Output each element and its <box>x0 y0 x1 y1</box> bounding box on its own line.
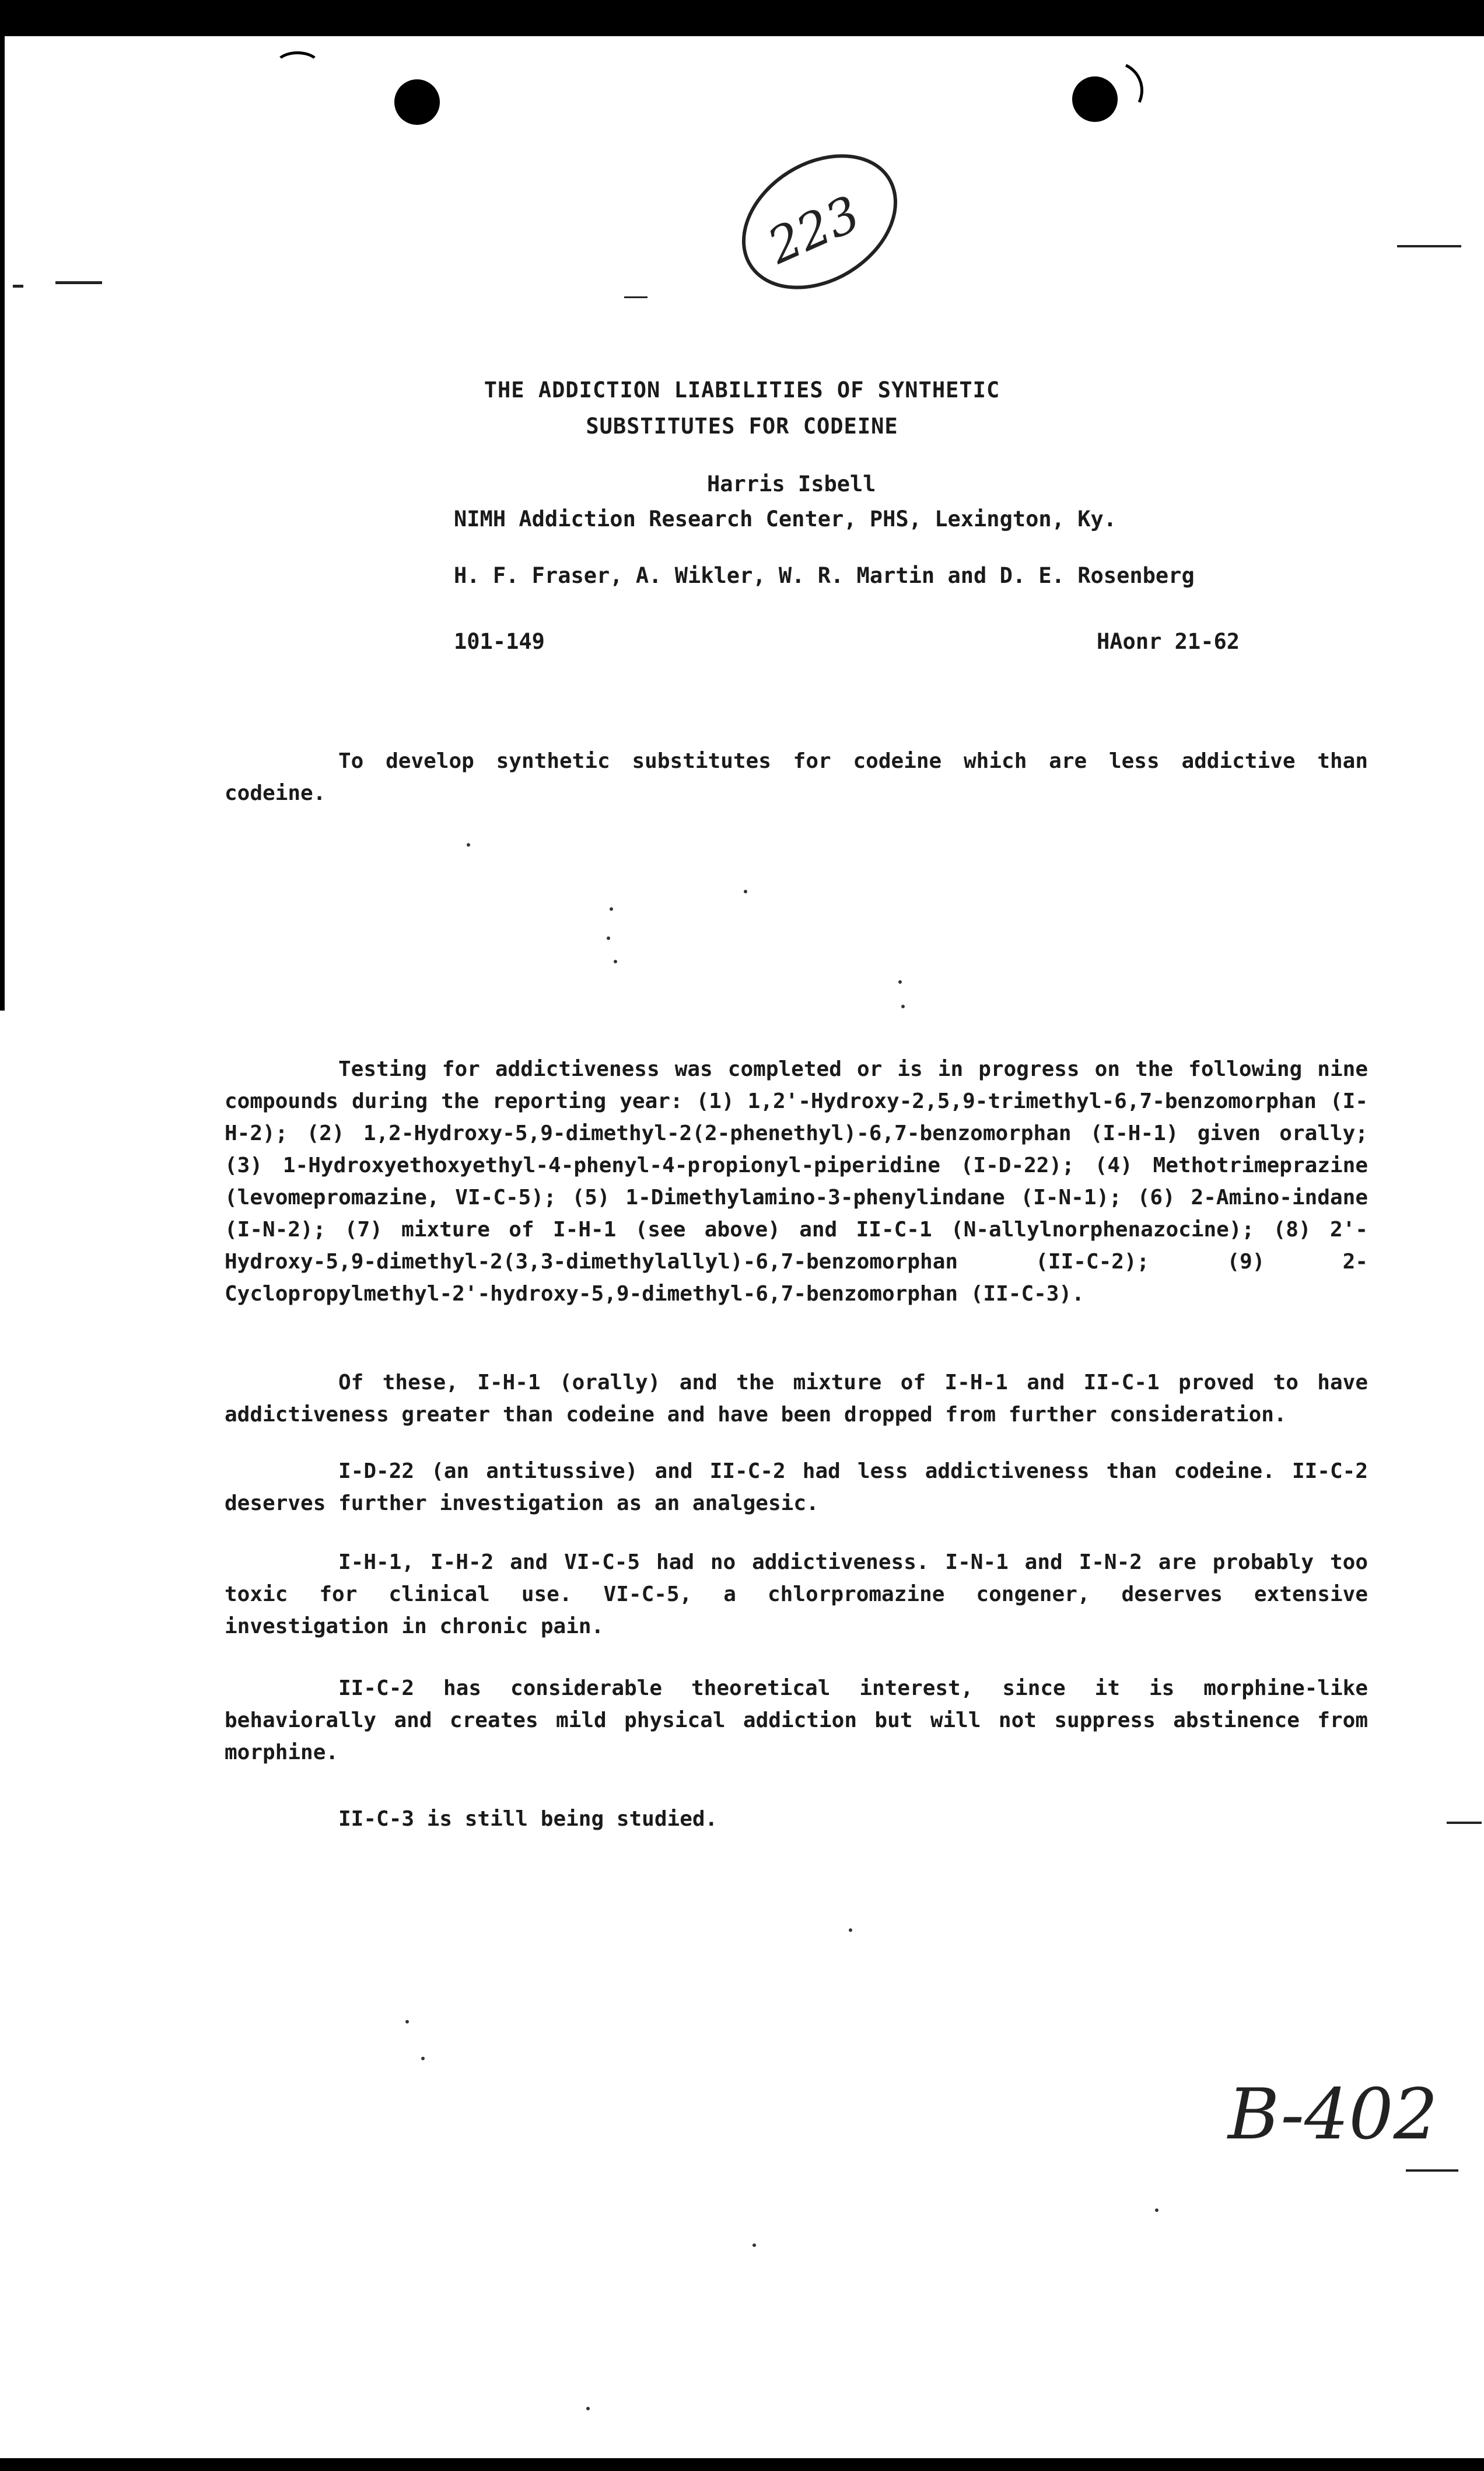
body-paragraph-compounds: Testing for addictiveness was completed or is in progress on the following nine compounds during the reporting year: (1) 1,2'-Hydroxy-2,5,9-trimethyl-6,7-benzomorphan (I-H-2); (2) 1,2-Hydroxy-5,9-dimethyl-2(2-phenethyl)-6,7-benzomorphan (I-H-1) given orally; (3) 1-Hydroxyethoxyethyl-4-phenyl-4-propionyl-piperidine (I-D-22); (4) Methotrimeprazine (levomepromazine, VI-C-5); (5) 1-Dimethylamino-3-phenylindane (I-N-1); (6) 2-Amino-indane (I-N-2); (7) mixture of I-H-1 (see above) and II-C-1 (N-allylnorphenazocine); (8) 2'-Hydroxy-5,9-dimethyl-2(3,3-dimethylallyl)-6,7-benzomorphan (II-C-2); (9) 2-Cyclopropylmethyl-2'-hydroxy-5,9-dimethyl-6,7-benzomorphan (II-C-3). <box>225 1057 1368 1306</box>
margin-mark-right-middle <box>1447 1822 1482 1824</box>
punch-hole-arc-left <box>274 51 321 81</box>
body-paragraph-no-addictiveness: I-H-1, I-H-2 and VI-C-5 had no addictiveness. I-N-1 and I-N-2 are probably too toxic for clinical use. VI-C-5, a chlorpromazine congener, deserves extensive investigation in chronic pain. <box>225 1550 1368 1638</box>
document-title-line-1: THE ADDICTION LIABILITIES OF SYNTHETIC <box>484 378 1000 403</box>
scan-speck <box>1155 2208 1158 2212</box>
scan-speck <box>586 2407 590 2410</box>
margin-mark-left-small <box>13 285 23 288</box>
scan-speck <box>744 890 747 893</box>
stamp-number: 223 <box>760 184 869 275</box>
punch-hole-left <box>394 79 440 125</box>
scan-speck <box>614 960 617 963</box>
body-paragraph-theoretical-interest: II-C-2 has considerable theoretical interest, since it is morphine-like behaviorally and creates mild physical addiction but will not suppress abstinence from morphine. <box>225 1676 1368 1764</box>
scan-speck <box>607 936 610 940</box>
scan-speck <box>610 907 613 911</box>
scan-speck <box>405 2020 409 2023</box>
body-paragraph-less-addictive: I-D-22 (an antitussive) and II-C-2 had less addictiveness than codeine. II-C-2 deserves further investigation as an analgesic. <box>225 1459 1368 1515</box>
body-paragraph-dropped: Of these, I-H-1 (orally) and the mixture of I-H-1 and II-C-1 proved to have addictiveness greater than codeine and have been dropped from further consideration. <box>225 1371 1368 1427</box>
collaborators: H. F. Fraser, A. Wikler, W. R. Martin and D. E. Rosenberg <box>454 563 1195 588</box>
scan-top-border <box>0 0 1484 36</box>
project-number: 101-149 <box>454 629 545 654</box>
margin-mark-top-center <box>624 296 648 298</box>
author-name: Harris Isbell <box>707 471 876 497</box>
scan-speck <box>898 980 902 984</box>
handwritten-code: B-402 <box>1228 2074 1438 2155</box>
scan-speck <box>849 1928 852 1932</box>
contract-number: HAonr 21-62 <box>1097 629 1240 654</box>
scan-speck <box>901 1005 905 1008</box>
affiliation: NIMH Addiction Research Center, PHS, Lexington, Ky. <box>454 506 1117 532</box>
document-title-line-2: SUBSTITUTES FOR CODEINE <box>586 414 898 439</box>
margin-mark-right-bottom <box>1406 2169 1458 2172</box>
objective-paragraph: To develop synthetic substitutes for codeine which are less addictive than codeine. <box>225 749 1368 805</box>
scan-bottom-border <box>0 2458 1484 2471</box>
scan-speck <box>467 843 470 847</box>
scan-left-border <box>0 36 5 1011</box>
scan-speck <box>421 2057 425 2060</box>
scan-speck <box>752 2243 756 2247</box>
margin-mark-right-top <box>1397 245 1461 247</box>
body-paragraph-still-studied: II-C-3 is still being studied. <box>338 1807 718 1831</box>
margin-mark-left <box>55 281 102 284</box>
